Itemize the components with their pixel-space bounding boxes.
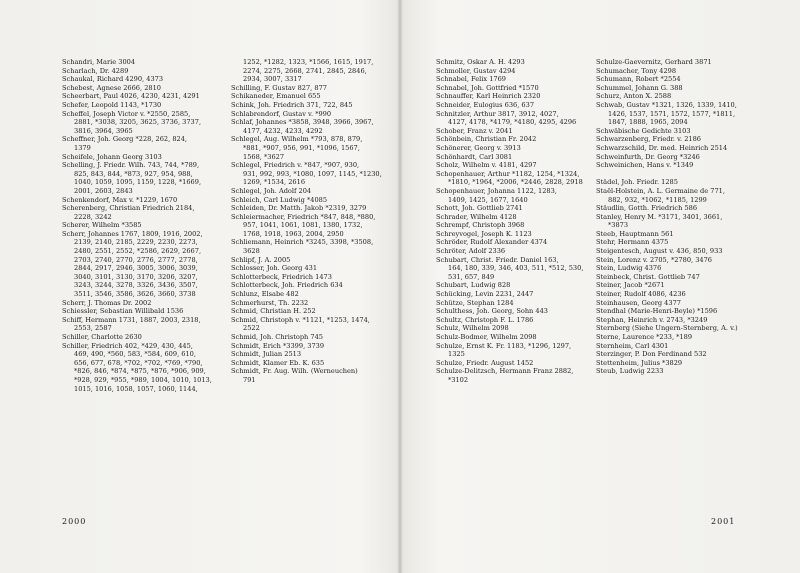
index-entry-continuation: 957, 1041, 1061, 1081, 1380, 1732, [243,221,363,230]
index-entry: Steinbeck, Christ. Gottlieb 747 [596,272,700,281]
index-entry-continuation: 791 [243,375,256,384]
index-entry-continuation: 2480, 2551, 2552, *2586, 2629, 2667, [74,247,202,256]
index-column-1 [62,58,232,393]
index-entry: Schleiden, Dr. Matth. Jakob *2319, 3279 [231,204,367,213]
index-entry: Schlaf, Johannes *3858, 3948, 3966, 3967, [231,118,374,127]
index-entry: Stehr, Hermann 4375 [596,238,669,247]
index-entry: Schücking, Levin 2231, 2447 [436,290,534,299]
index-entry: Sterne, Laurence *233, *189 [596,333,693,341]
index-column-2 [231,58,401,385]
index-entry: Steigentesch, August v. 436, 850, 933 [596,247,723,256]
index-entry: Schulze-Gaevernitz, Gerhard 3871 [596,58,712,66]
index-entry-continuation: 1015, 1016, 1058, 1057, 1060, 1144, [74,384,198,393]
index-entry: Sternberg (Siehe Ungern-Sternberg, A. v.) [596,324,738,333]
index-entry: Schmoller, Gustav 4294 [436,66,516,75]
index-entry: Scherer, Wilhelm *3585 [62,221,142,230]
index-entry: Schütze, Stephan 1284 [436,298,514,307]
index-entry: Schlabrendorf, Gustav v. *990 [231,109,332,118]
index-entry-continuation: 1269, *1534, 2616 [243,178,306,187]
index-entry: Schandri, Marie 3004 [62,58,136,66]
index-entry: Schnauffer, Karl Heinrich 2320 [436,92,541,101]
index-entry-continuation: 3040, 3101, 3130, 3170, 3206, 3207, [74,272,198,281]
index-entry: Schilling, F. Gustav 827, 877 [231,83,327,92]
index-entry: Schulthess, Joh. Georg, Sohn 443 [436,307,548,316]
index-entry-continuation: 2139, 2140, 2185, 2229, 2230, 2273, [74,238,198,247]
index-entry: Stendhal (Marie-Henri-Beyle) *1596 [596,307,718,316]
index-entry-continuation: 2844, 2917, 2946, 3005, 3006, 3039, [74,264,198,273]
index-entry: Schnabel, Felix 1769 [436,75,506,84]
index-entry: Schmidt, Fr. Aug. Wilh. (Werneuchen) [231,367,358,376]
index-entry: Steub, Ludwig 2233 [596,367,664,376]
index-entry-continuation: 1768, 1918, 1963, 2004, 2950 [243,229,344,238]
index-entry: Schönerer, Georg v. 3913 [436,143,521,152]
index-entry: Schmidt, Julian 2513 [231,350,302,359]
index-entry: Städel, Joh. Friedr. 1285 [596,178,678,187]
index-entry: Stein, Lorenz v. 2705, *2780, 3476 [596,255,712,264]
index-entry: Scheffner, Joh. Georg *228, 262, 824, [62,135,188,144]
index-entry: Schlegel, Friedrich v. *847, *907, 930, [231,161,360,170]
index-entry-continuation: 2881, *3038, 3205, 3625, 3736, 3737, [74,118,202,127]
index-entry: Steiner, Rudolf 4086, 4236 [596,290,686,299]
index-entry: Schulz, Wilhelm 2098 [436,324,509,333]
index-entry-continuation: 882, 932, *1062, *1185, 1299 [608,195,707,204]
index-entry-continuation: 656, 677, 678, *702, *702, *769, *790, [74,358,203,367]
index-entry-continuation: 1040, 1059, 1095, 1159, 1228, *1669, [74,178,202,187]
index-entry-continuation: 469, 490, *560, 583, *584, 609, 610, [74,350,196,359]
index-entry: Scharlach, Dr. 4289 [62,66,129,75]
index-entry: Schwarzschild, Dr. med. Heinrich 2514 [596,143,728,152]
index-entry-continuation: 3511, 3546, 3586, 3626, 3660, 3738 [74,290,196,299]
index-entry: Schlipf, J. A. 2005 [231,255,291,264]
index-entry-continuation: 2934, 3007, 3317 [243,75,302,84]
index-entry: Schröder, Rudolf Alexander 4374 [436,238,548,247]
index-entry-continuation: *3102 [448,375,469,384]
index-entry: Sternheim, Carl 4301 [596,341,669,350]
index-entry: Schnabel, Joh. Gottfried *1570 [436,83,539,92]
index-entry: Schmitz, Oskar A. H. 4293 [436,58,525,66]
index-entry: Steiner, Jacob *2671 [596,281,665,290]
index-entry: Schlegel, Joh. Adolf 204 [231,186,312,195]
index-entry: Stäudlin, Gotth. Friedrich 586 [596,204,698,213]
index-entry: Schulze, Ernst K. Fr. 1183, *1296, 1297, [436,341,572,350]
index-entry: Schiller, Friedrich 402, *429, 430, 445, [62,341,193,350]
index-entry: Schröter, Adolf 2336 [436,247,506,256]
index-entry: Schwarzenberg, Friedr. v. 2186 [596,135,701,144]
index-entry: Scherenberg, Christian Friedrich 2184, [62,204,195,213]
index-entry: Schweinichen, Hans v. *1349 [596,161,694,170]
index-entry-continuation: 3243, 3244, 3278, 3326, 3436, 3507, [74,281,198,290]
index-entry: Sterzinger, P. Don Ferdinand 532 [596,350,707,359]
index-column-3 [436,58,606,385]
index-entry: Scherr, Johannes 1767, 1809, 1916, 2002, [62,229,203,238]
index-entry: Schumann, Robert *2554 [596,75,681,84]
index-entry-continuation: 531, 657, 849 [448,272,495,281]
index-entry-continuation: 4177, 4232, 4233, 4292 [243,126,323,135]
index-entry: Schultz, Christoph F. L. 1786 [436,315,534,324]
index-entry: Schaukal, Richard 4290, 4373 [62,75,164,84]
index-entry: Stanley, Henry M. *3171, 3401, 3661, [596,212,723,221]
index-entry-continuation: *881, *907, 956, 991, *1096, 1567, [243,143,360,152]
index-entry: Schlotterbeck, Friedrich 1473 [231,272,332,281]
index-entry: Schreyvogel, Joseph K. 1123 [436,229,532,238]
index-entry: Schiessler, Sebastian Willibald 1536 [62,307,184,316]
index-entry: Schubart, Ludwig 828 [436,281,511,290]
index-entry: Schleich, Carl Ludwig *4085 [231,195,328,204]
index-entry-continuation: 825, 843, 844, *873, 927, 954, 988, [74,169,193,178]
index-entry-continuation: *928, 929, *955, *989, 1004, 1010, 1013, [74,375,212,384]
index-entry: Schmid, Christoph v. *1121, *1253, 1474, [231,315,370,324]
index-entry: Schulz-Bodmer, Wilhelm 2098 [436,333,537,341]
index-entry-continuation: 1379 [74,143,91,152]
index-entry: Stein, Ludwig 4376 [596,264,662,273]
index-entry: Schober, Franz v. 2041 [436,126,513,135]
index-entry: Schubart, Christ. Friedr. Daniel 163, [436,255,559,264]
index-entry: Staël-Holstein, A. L. Germaine de 771, [596,186,725,195]
index-entry-continuation: 2274, 2275, 2668, 2741, 2845, 2846, [243,66,367,75]
index-entry-continuation: 1426, 1537, 1571, 1572, 1577, *1811, [608,109,736,118]
index-entry: Schlotterbeck, Joh. Friedrich 634 [231,281,343,290]
index-entry: Scherr, J. Thomas Dr. 2002 [62,298,152,307]
index-entry: Steeb, Hauptmann 561 [596,229,674,238]
index-entry-continuation: 2522 [243,324,260,333]
index-entry: Schmidt, Erich *3399, 3739 [231,341,325,350]
index-entry: Schönbein, Christian Fr. 2042 [436,135,537,144]
index-entry: Scholz, Wilhelm v. 4181, 4297 [436,161,537,170]
index-entry: Schiller, Charlotte 2630 [62,333,142,341]
index-entry: Schopenhauer, Arthur *1182, 1254, *1324, [436,169,580,178]
index-entry-continuation: 1252, *1282, 1323, *1566, 1615, 1917, [243,58,374,66]
index-entry-continuation: 3628 [243,247,260,256]
index-entry: Schnitzler, Arthur 3817, 3912, 4027, [436,109,559,118]
page-number-left: 2000 [62,517,87,526]
index-entry: Schulze, Friedr. August 1452 [436,358,534,367]
index-entry: Schott, Joh. Gottlieb 2741 [436,204,523,213]
index-entry-continuation: 1847, 1888, 1965, 2094 [608,118,688,127]
index-entry-continuation: 2228, 3242 [74,212,112,221]
index-entry: Schikaneder, Emanuel 655 [231,92,321,101]
index-entry: Schrader, Wilhelm 4128 [436,212,517,221]
index-entry: Schneider, Eulogius 636, 637 [436,100,535,109]
index-entry-continuation: 2703, 2740, 2770, 2776, 2777, 2778, [74,255,198,264]
index-entry-continuation: 2553, 2587 [74,324,112,333]
index-entry: Schmid, Joh. Christoph 745 [231,333,323,341]
index-entry-continuation: 1325 [448,350,465,359]
index-entry-continuation: *1810, *1964, *2006, *2446, 2828, 2918 [448,178,583,187]
index-entry: Schliemann, Heinrich *3245, 3398, *3508, [231,238,374,247]
index-entry: Schurz, Anton X. 2588 [596,92,672,101]
index-entry: Schelling, J. Friedr. Wilh. 743, 744, *789, [62,161,200,170]
index-entry: Scheffel, Joseph Victor v. *2550, 2585, [62,109,191,118]
index-entry: Schlunz, Elsabe 482 [231,290,299,299]
index-entry: Schmidt, Klamer Eb. K. 635 [231,358,325,367]
index-entry: Schlegel, Aug. Wilhelm *793, 878, 879, [231,135,363,144]
index-entry: Schleiermacher, Friedrich *847, 848, *880, [231,212,376,221]
index-entry: Schönhardt, Carl 3081 [436,152,513,161]
page-number-right: 2001 [711,517,736,526]
index-entry: Schwab, Gustav *1321, 1326, 1339, 1410, [596,100,737,109]
index-entry: Schulze-Delitzsch, Hermann Franz 2882, [436,367,574,376]
index-entry: Schenkendorf, Max v. *1229, 1670 [62,195,178,204]
index-entry: Schwäbische Gedichte 3103 [596,126,691,135]
index-entry: Scheerbart, Paul 4026, 4230, 4231, 4291 [62,92,200,101]
index-entry: Schlosser, Joh. Georg 431 [231,264,318,273]
index-entry: Stephan, Heinrich v. 2743, *3249 [596,315,708,324]
index-entry-continuation: 1409, 1425, 1677, 1640 [448,195,528,204]
index-entry: Schmerhurst, Th. 2232 [231,298,309,307]
index-entry-continuation: 3816, 3964, 3965 [74,126,133,135]
index-entry: Schink, Joh. Friedrich 371, 722, 845 [231,100,353,109]
index-entry: Schopenhauer, Johanna 1122, 1283, [436,186,557,195]
index-entry: Stettenheim, Julius *3829 [596,358,683,367]
index-entry-continuation: 2001, 2603, 2843 [74,186,133,195]
index-entry: Schweinfurth, Dr. Georg *3246 [596,152,700,161]
index-entry-continuation: 4127, 4178, *4179, *4180, 4295, 4296 [448,118,577,127]
index-entry: Scheifele, Johann Georg 3103 [62,152,162,161]
index-entry: Schebest, Agnese 2666, 2810 [62,83,161,92]
index-entry-continuation: 164, 180, 339, 346, 403, 511, *512, 530, [448,264,584,273]
index-entry-continuation: *826, 846, *874, *875, *876, *906, 909, [74,367,206,376]
index-entry-continuation: 931, 992, 993, *1080, 1097, 1145, *1230, [243,169,382,178]
index-entry: Schumacher, Tony 4298 [596,66,677,75]
index-entry-continuation: 1568, *3627 [243,152,285,161]
index-column-4 [596,58,766,376]
index-entry: Schiff, Hermann 1731, 1887, 2003, 2318, [62,315,201,324]
index-entry: Schefer, Leopold 1143, *1730 [62,100,162,109]
index-entry: Schmid, Christian H. 252 [231,307,316,316]
index-entry [596,170,766,179]
index-entry: Steinhausen, Georg 4377 [596,298,681,307]
index-entry: Schummel, Johann G. 388 [596,83,683,92]
index-entry: Schrempf, Christoph 3968 [436,221,525,230]
index-entry-continuation: *3873 [608,221,629,230]
